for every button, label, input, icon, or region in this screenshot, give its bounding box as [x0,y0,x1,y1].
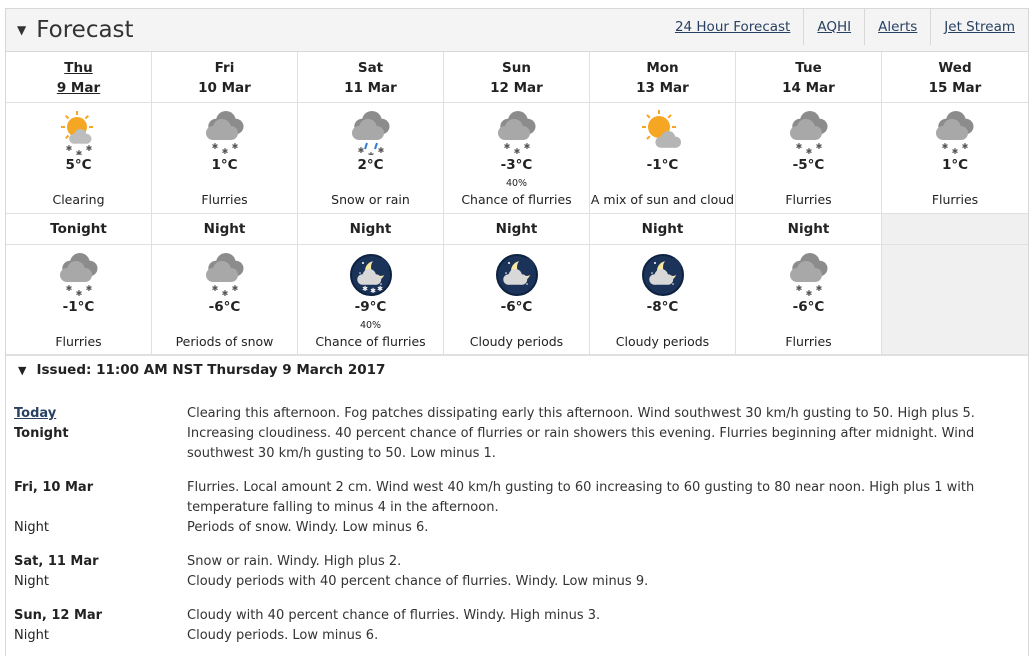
forecast-cell[interactable] [736,245,882,355]
period-forecast-text: Periods of snow. Windy. Low minus 6. [187,520,429,535]
forecast-text-row [14,606,1024,626]
temperature: 1°C [941,157,969,173]
svg-text:✱: ✱ [75,149,82,155]
forecast-grid [6,52,1029,356]
day-name: Sat [357,60,384,76]
forecast-cell[interactable] [736,103,882,213]
condition-text: Periods of snow [175,334,274,349]
probability-of-precipitation: 40% [505,178,528,189]
period-label: Night [14,628,49,643]
page-title: Forecast [36,16,134,43]
forecast-text-row [14,552,1024,572]
day-header-row [6,52,1029,103]
svg-text:✱: ✱ [795,284,802,293]
cloud-snow-icon [55,251,103,297]
svg-text:✱ [367,151,374,155]
svg-text:✱: ✱ [376,285,383,293]
period-label: Sat, 11 Mar [14,554,99,569]
link-aqhi[interactable]: AQHI [803,9,864,45]
cloud-snow-icon [201,109,249,155]
svg-text:✱: ✱ [221,289,228,297]
moon-cloud-icon [493,251,541,297]
forecast-text-row [14,404,1024,424]
sun-cloud-flurry-icon [55,109,103,155]
cloud-snow-rain-icon [347,109,395,155]
svg-text:✱: ✱ [951,147,959,155]
cloud-snow-icon [201,251,249,297]
day-date: 10 Mar [198,80,251,96]
svg-text:✱: ✱ [85,144,92,153]
forecast-text-row [14,478,1024,518]
day-date: 13 Mar [636,80,689,96]
svg-text:✱: ✱ [805,289,812,297]
day-header-wed [882,52,1028,102]
period-forecast-text: Snow or rain. Windy. High plus 2. [187,554,402,569]
period-forecast-text: Cloudy with 40 percent chance of flurries. Windy. High minus 3. [187,608,601,623]
condition-text: Snow or rain [331,192,410,207]
period-label: Sun, 12 Mar [14,608,103,623]
condition-text: Chance of flurries [315,334,426,349]
night-header: Night [298,214,444,244]
forecast-text-row [14,424,1024,464]
svg-text:✱: ✱ [377,146,384,155]
temperature: -8°C [646,299,679,315]
night-header: Night [736,214,882,244]
day-header-fri [152,52,298,102]
forecast-cell[interactable] [6,103,152,213]
forecast-text-section [6,354,1029,643]
today-link[interactable]: Today [14,406,57,421]
condition-text: Flurries [201,192,248,207]
svg-text:✱: ✱ [795,142,802,151]
forecast-toggle[interactable] [6,16,134,43]
condition-text: Cloudy periods [615,334,710,349]
moon-cloud-snow-icon [347,251,395,297]
temperature: -3°C [500,157,533,173]
svg-text:✱: ✱ [523,142,530,151]
period-label: Tonight [14,426,69,441]
svg-text:✱: ✱ [503,142,510,151]
condition-text: A mix of sun and cloud [590,192,735,207]
night-weather-row [6,245,1029,356]
cloud-snow-icon [785,251,833,297]
day-date: 14 Mar [782,80,835,96]
svg-text:✱: ✱ [211,284,218,293]
night-header: Night [590,214,736,244]
forecast-text-row [14,518,1024,538]
night-header: Tonight [6,214,152,244]
night-header: Night [152,214,298,244]
day-header-mon [590,52,736,102]
temperature: -6°C [792,299,825,315]
issued-toggle[interactable] [6,355,1029,385]
sun-cloud-icon [639,109,687,155]
forecast-cell[interactable] [152,103,298,213]
issued-time: Issued: 11:00 AM NST Thursday 9 March 2017 [36,362,386,378]
condition-text: Flurries [785,334,832,349]
forecast-cell[interactable] [590,245,736,355]
svg-text:✱: ✱ [941,142,949,151]
forecast-cell[interactable] [6,245,152,355]
period-forecast-text: Increasing cloudiness. 40 percent chance of flurries or rain showers this evening. Flurries beginning after midnight. Wind southwest 30 km/h gusting to 50. Low minus 1. [187,426,975,461]
svg-text:✱: ✱ [211,142,218,151]
condition-text: Flurries [785,192,832,207]
temperature: 5°C [65,157,92,173]
svg-text:✱: ✱ [369,287,376,295]
night-header-row [6,214,1029,245]
temperature: -5°C [792,157,825,173]
condition-text: Cloudy periods [469,334,564,349]
svg-text:✱: ✱ [961,142,969,151]
forecast-cell[interactable] [298,103,444,213]
temperature: -6°C [500,299,533,315]
svg-text:✱: ✱ [361,285,368,293]
forecast-cell[interactable] [444,245,590,355]
forecast-cell[interactable] [882,103,1028,213]
forecast-cell[interactable] [298,245,444,355]
temperature: -9°C [354,299,387,315]
day-weather-row [6,103,1029,214]
temperature: 2°C [357,157,384,173]
condition-text: Flurries [55,334,102,349]
temperature: -1°C [646,157,679,173]
svg-text:✱: ✱ [85,284,92,293]
svg-text:✱: ✱ [357,146,364,155]
period-label: Fri, 10 Mar [14,480,94,495]
condition-text: Chance of flurries [461,192,572,207]
probability-of-precipitation: 40% [359,320,382,331]
link-jet-stream[interactable]: Jet Stream [930,9,1028,45]
period-label: Night [14,574,49,589]
day-name: Wed [938,60,972,76]
period-forecast-text: Flurries. Local amount 2 cm. Wind west 40 km/h gusting to 60 increasing to 60 gusting to 80 near noon. High plus 1 with temperature falling to minus 4 in the afternoon. [187,480,975,515]
forecast-cell[interactable] [444,103,590,213]
svg-text:✱: ✱ [805,147,812,155]
svg-text:✱: ✱ [231,284,238,293]
day-header-sun [444,52,590,102]
day-name: Mon [646,60,679,76]
forecast-cell[interactable] [152,245,298,355]
svg-text:✱: ✱ [231,142,238,151]
day-header-thu[interactable] [6,52,152,102]
forecast-cell[interactable] [590,103,736,213]
caret-down-icon: ▼ [18,363,27,377]
condition-text: Flurries [931,192,979,207]
svg-text:✱: ✱ [221,147,228,155]
day-date: 15 Mar [928,80,982,96]
period-forecast-text: Cloudy periods. Low minus 6. [187,628,379,643]
svg-text:✱: ✱ [75,289,82,297]
day-name: Tue [795,60,822,76]
period-forecast-text: Cloudy periods with 40 percent chance of flurries. Windy. Low minus 9. [187,574,649,589]
day-header-tue [736,52,882,102]
svg-text:✱: ✱ [815,284,822,293]
forecast-text-row [14,626,1024,646]
svg-text:✱: ✱ [65,144,72,153]
empty-cell [882,245,1028,355]
caret-down-icon: ▼ [17,23,27,37]
forecast-text-row [14,572,1024,592]
empty-cell [882,214,1028,244]
day-date: 9 Mar [56,80,101,96]
temperature: 1°C [211,157,238,173]
svg-text:✱: ✱ [815,142,822,151]
day-date: 12 Mar [490,80,543,96]
cloud-snow-icon [493,109,541,155]
forecast-panel [5,8,1029,656]
night-header: Night [444,214,590,244]
day-header-sat [298,52,444,102]
svg-text:✱: ✱ [65,284,72,293]
temperature: -1°C [62,299,95,315]
day-name: Thu [64,60,93,76]
svg-text:✱: ✱ [513,147,520,155]
link-alerts[interactable]: Alerts [864,9,930,45]
cloud-snow-icon [931,109,979,155]
day-date: 11 Mar [344,80,397,96]
moon-cloud-icon [639,251,687,297]
period-forecast-text: Clearing this afternoon. Fog patches dissipating early this afternoon. Wind southwest 30 km/h gusting to 50. High plus 5. [187,406,975,421]
header-links [662,9,1028,45]
temperature: -6°C [208,299,241,315]
cloud-snow-icon [785,109,833,155]
link-24-hour-forecast[interactable]: 24 Hour Forecast [674,19,791,35]
day-name: Sun [502,60,531,76]
forecast-header [6,9,1028,52]
period-label: Night [14,520,49,535]
day-name: Fri [214,60,235,76]
condition-text: Clearing [52,192,105,207]
